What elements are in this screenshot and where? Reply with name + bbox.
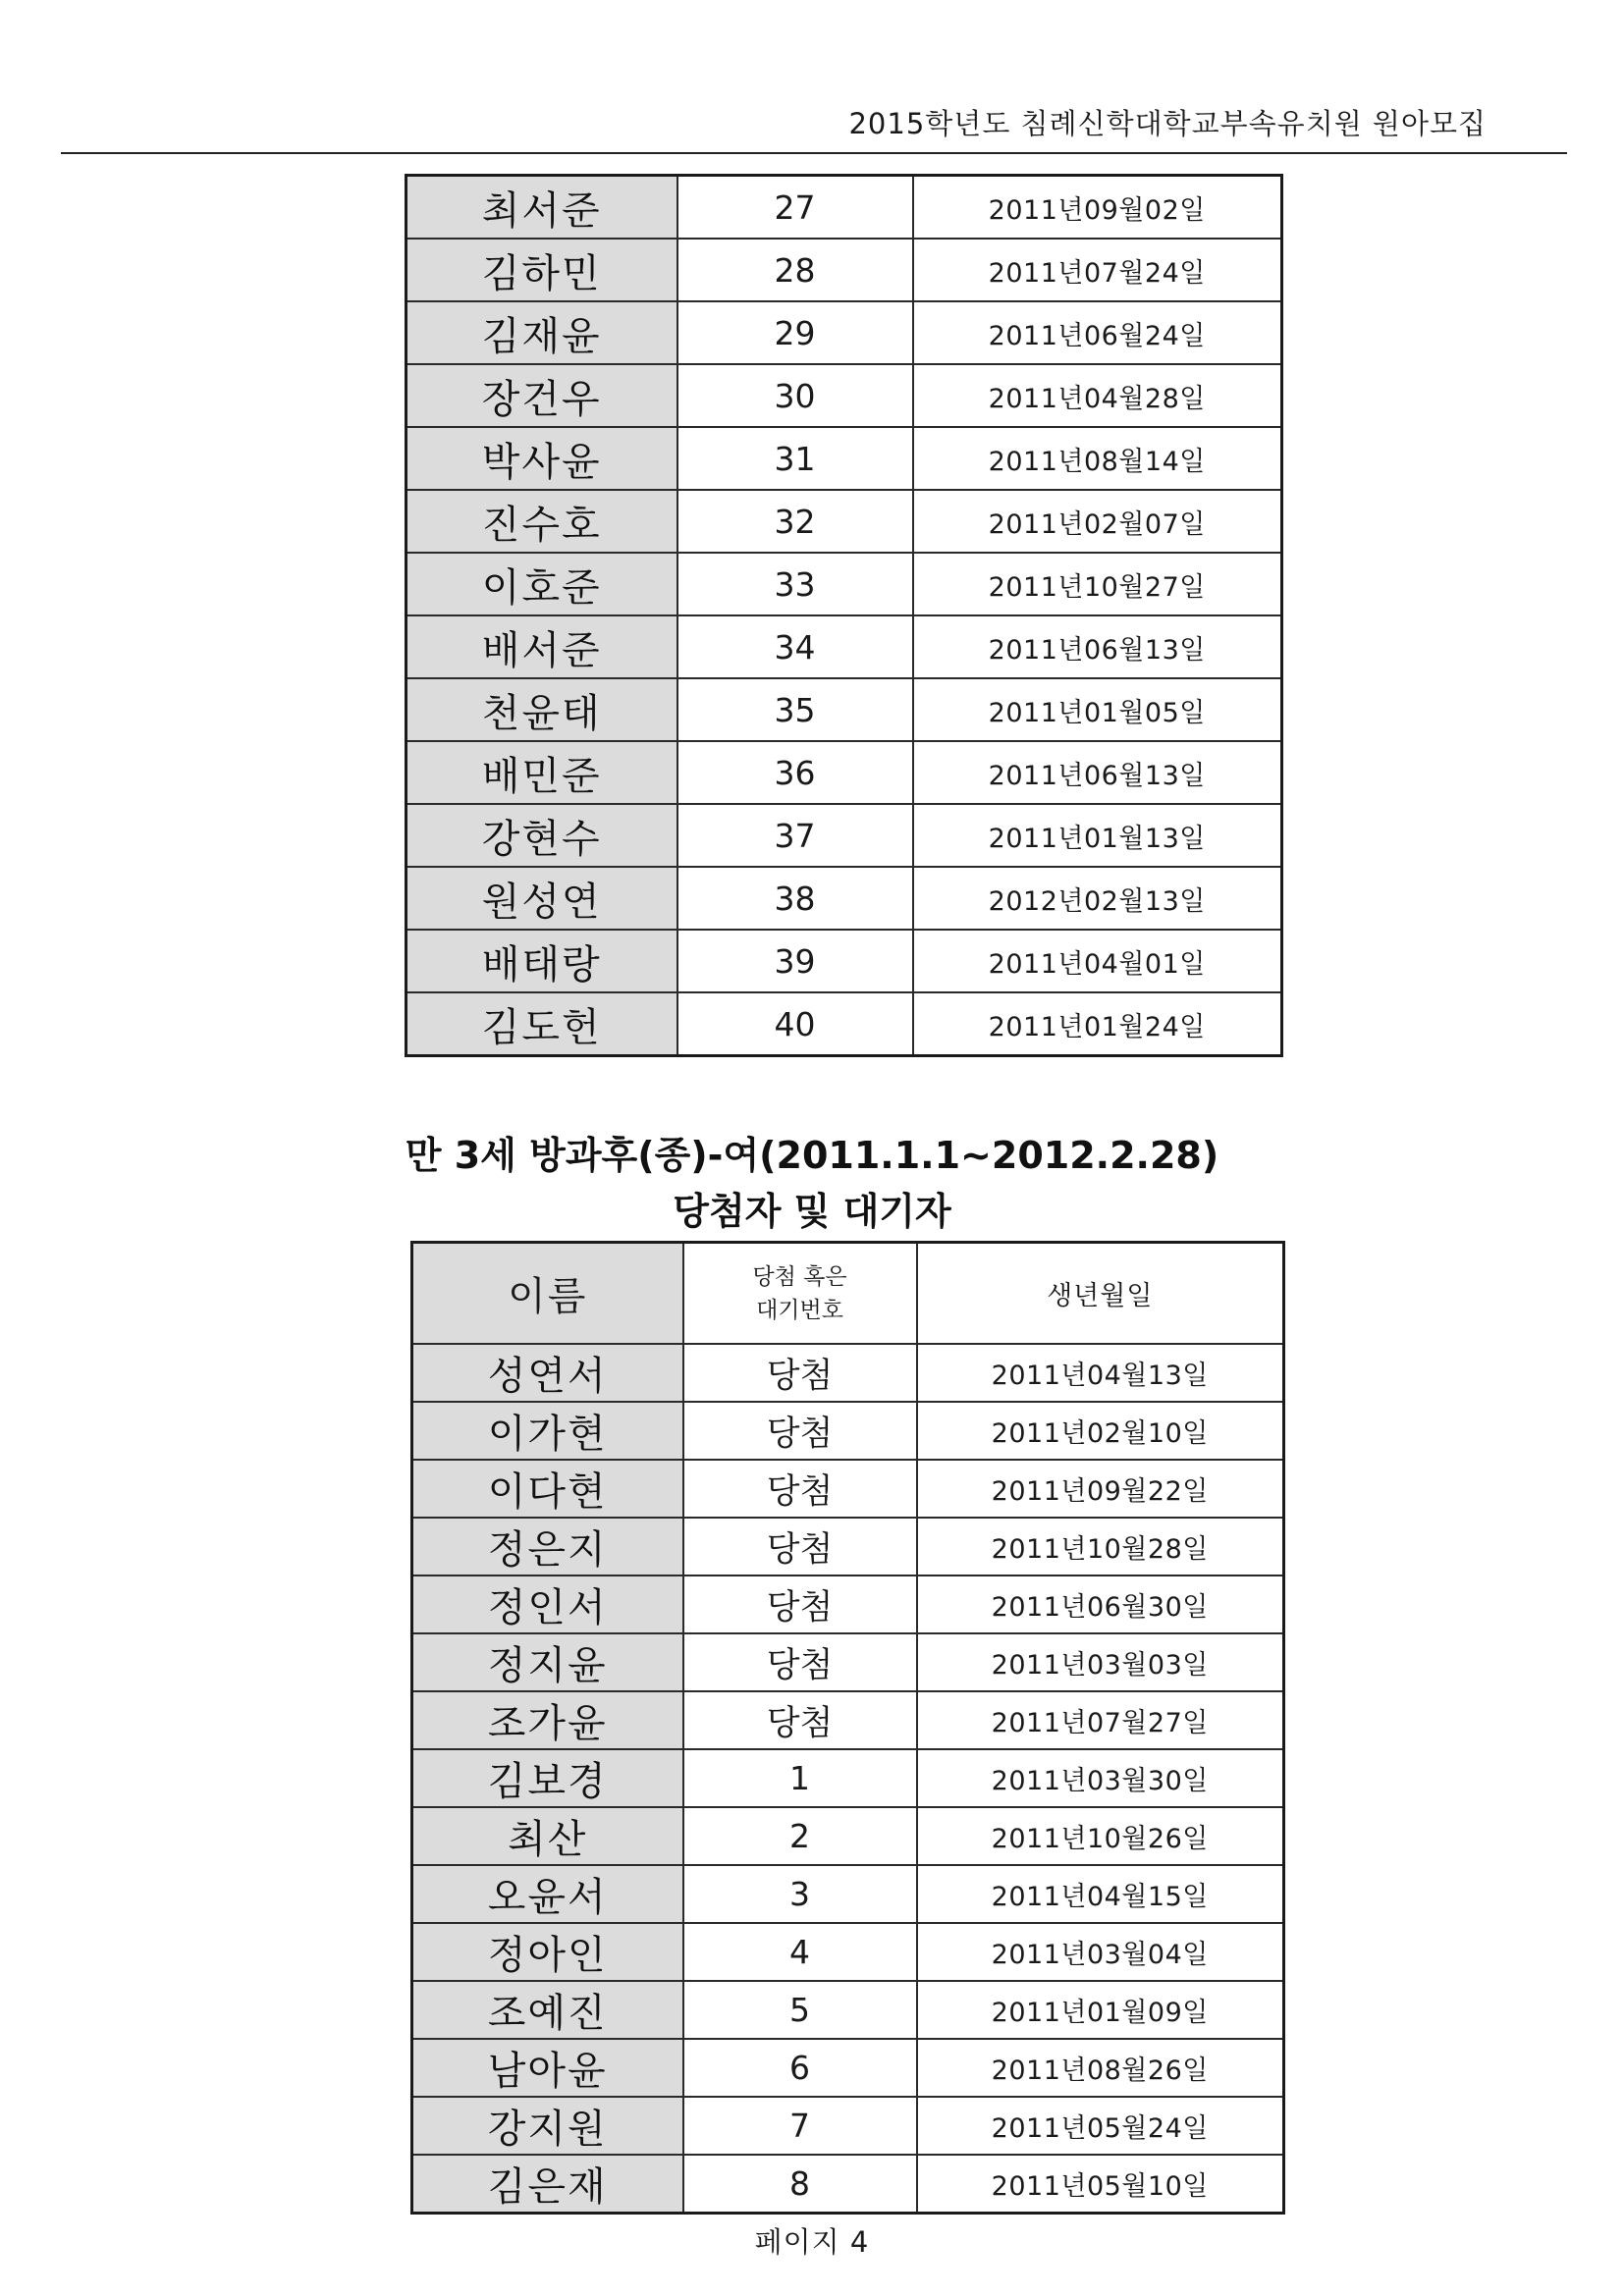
column-header-status-line-2: 대기번호 xyxy=(756,1297,843,1323)
table-row xyxy=(412,1865,1284,1923)
child-name: 김은재 xyxy=(412,2155,683,2214)
birth-date: 2011년01월24일 xyxy=(913,992,1282,1056)
waitlist-number: 1 xyxy=(683,1749,917,1807)
lottery-status: 당첨 xyxy=(683,1633,917,1691)
applicant-number: 30 xyxy=(677,364,913,427)
column-header-birth-date: 생년월일 xyxy=(917,1243,1284,1345)
applicant-number: 34 xyxy=(677,615,913,678)
waitlist-number: 6 xyxy=(683,2039,917,2097)
page-number: 페이지 4 xyxy=(754,2225,870,2259)
lottery-status: 당첨 xyxy=(683,1575,917,1633)
child-name: 남아윤 xyxy=(412,2039,683,2097)
child-name: 정지윤 xyxy=(412,1633,683,1691)
child-name: 김하민 xyxy=(406,239,677,301)
applicant-number: 31 xyxy=(677,427,913,490)
child-name: 정인서 xyxy=(412,1575,683,1633)
lottery-status: 당첨 xyxy=(683,1518,917,1575)
table-row xyxy=(406,301,1282,364)
child-name: 최산 xyxy=(412,1807,683,1865)
applicant-number: 28 xyxy=(677,239,913,301)
birth-date: 2011년02월07일 xyxy=(913,490,1282,553)
applicant-number: 33 xyxy=(677,553,913,615)
table-row xyxy=(412,1460,1284,1518)
table-row xyxy=(406,176,1282,240)
waitlist-number: 2 xyxy=(683,1807,917,1865)
birth-date: 2012년02월13일 xyxy=(913,867,1282,930)
birth-date: 2011년03월30일 xyxy=(917,1749,1284,1807)
applicant-number: 39 xyxy=(677,930,913,992)
table-row xyxy=(406,867,1282,930)
table-row xyxy=(412,1633,1284,1691)
table-row xyxy=(412,1749,1284,1807)
birth-date: 2011년06월13일 xyxy=(913,741,1282,804)
section-title: 만 3세 방과후(종)-여(2011.1.1~2012.2.28) xyxy=(405,1134,1219,1177)
table-row xyxy=(406,553,1282,615)
birth-date: 2011년07월24일 xyxy=(913,239,1282,301)
applicant-number: 35 xyxy=(677,678,913,741)
birth-date: 2011년05월24일 xyxy=(917,2097,1284,2155)
table-row xyxy=(406,615,1282,678)
child-name: 김도헌 xyxy=(406,992,677,1056)
birth-date: 2011년09월22일 xyxy=(917,1460,1284,1518)
child-name: 이다현 xyxy=(412,1460,683,1518)
table-row xyxy=(406,364,1282,427)
table-row xyxy=(412,1923,1284,1981)
table-row xyxy=(412,1344,1284,1402)
waitlist-number: 8 xyxy=(683,2155,917,2214)
child-name: 성연서 xyxy=(412,1344,683,1402)
applicant-number: 36 xyxy=(677,741,913,804)
child-name: 배서준 xyxy=(406,615,677,678)
birth-date: 2011년10월26일 xyxy=(917,1807,1284,1865)
waitlist-number: 7 xyxy=(683,2097,917,2155)
table-row xyxy=(406,239,1282,301)
child-name: 최서준 xyxy=(406,176,677,240)
section-subtitle: 당첨자 및 대기자 xyxy=(673,1190,951,1233)
birth-date: 2011년03월04일 xyxy=(917,1923,1284,1981)
birth-date: 2011년04월28일 xyxy=(913,364,1282,427)
birth-date: 2011년08월26일 xyxy=(917,2039,1284,2097)
birth-date: 2011년06월24일 xyxy=(913,301,1282,364)
column-header-status xyxy=(683,1243,917,1345)
birth-date: 2011년03월03일 xyxy=(917,1633,1284,1691)
table-row xyxy=(412,1575,1284,1633)
birth-date: 2011년09월02일 xyxy=(913,176,1282,240)
birth-date: 2011년05월10일 xyxy=(917,2155,1284,2214)
child-name: 박사윤 xyxy=(406,427,677,490)
column-header-status-line-1: 당첨 혹은 xyxy=(752,1263,847,1290)
birth-date: 2011년06월30일 xyxy=(917,1575,1284,1633)
birth-date: 2011년01월05일 xyxy=(913,678,1282,741)
birth-date: 2011년10월27일 xyxy=(913,553,1282,615)
child-name: 정아인 xyxy=(412,1923,683,1981)
birth-date: 2011년10월28일 xyxy=(917,1518,1284,1575)
table-row xyxy=(412,2039,1284,2097)
table-row xyxy=(406,804,1282,867)
child-name: 김보경 xyxy=(412,1749,683,1807)
waitlist-number: 3 xyxy=(683,1865,917,1923)
table-row xyxy=(412,1518,1284,1575)
applicant-number: 27 xyxy=(677,176,913,240)
child-name: 김재윤 xyxy=(406,301,677,364)
document-header: 2015학년도 침례신학대학교부속유치원 원아모집 xyxy=(848,107,1487,140)
applicant-number: 32 xyxy=(677,490,913,553)
child-name: 오윤서 xyxy=(412,1865,683,1923)
lottery-result-table xyxy=(410,1241,1285,2215)
applicant-number: 40 xyxy=(677,992,913,1056)
header-divider xyxy=(61,152,1567,154)
child-name: 이호준 xyxy=(406,553,677,615)
child-name: 배태랑 xyxy=(406,930,677,992)
lottery-status: 당첨 xyxy=(683,1402,917,1460)
child-name: 조예진 xyxy=(412,1981,683,2039)
table-row xyxy=(406,490,1282,553)
birth-date: 2011년02월10일 xyxy=(917,1402,1284,1460)
child-name: 원성연 xyxy=(406,867,677,930)
column-header-name: 이름 xyxy=(412,1243,683,1345)
table-row xyxy=(412,2097,1284,2155)
birth-date: 2011년06월13일 xyxy=(913,615,1282,678)
child-name: 강지원 xyxy=(412,2097,683,2155)
birth-date: 2011년08월14일 xyxy=(913,427,1282,490)
table-row xyxy=(412,1981,1284,2039)
applicant-number: 37 xyxy=(677,804,913,867)
table-row xyxy=(406,741,1282,804)
birth-date: 2011년07월27일 xyxy=(917,1691,1284,1749)
lottery-status: 당첨 xyxy=(683,1460,917,1518)
table-row xyxy=(406,930,1282,992)
child-name: 정은지 xyxy=(412,1518,683,1575)
child-name: 이가현 xyxy=(412,1402,683,1460)
table-row xyxy=(412,2155,1284,2214)
applicant-number: 29 xyxy=(677,301,913,364)
lottery-status: 당첨 xyxy=(683,1691,917,1749)
birth-date: 2011년01월13일 xyxy=(913,804,1282,867)
birth-date: 2011년04월15일 xyxy=(917,1865,1284,1923)
table-row xyxy=(412,1402,1284,1460)
child-name: 천윤태 xyxy=(406,678,677,741)
table-row xyxy=(406,992,1282,1056)
child-name: 강현수 xyxy=(406,804,677,867)
waitlist-number: 5 xyxy=(683,1981,917,2039)
table-row xyxy=(412,1807,1284,1865)
child-name: 진수호 xyxy=(406,490,677,553)
table-row xyxy=(406,427,1282,490)
table-header-row xyxy=(412,1243,1284,1345)
birth-date: 2011년04월13일 xyxy=(917,1344,1284,1402)
table-row xyxy=(406,678,1282,741)
roster-table-continued xyxy=(405,174,1283,1057)
birth-date: 2011년01월09일 xyxy=(917,1981,1284,2039)
child-name: 조가윤 xyxy=(412,1691,683,1749)
child-name: 배민준 xyxy=(406,741,677,804)
child-name: 장건우 xyxy=(406,364,677,427)
birth-date: 2011년04월01일 xyxy=(913,930,1282,992)
lottery-status: 당첨 xyxy=(683,1344,917,1402)
waitlist-number: 4 xyxy=(683,1923,917,1981)
table-row xyxy=(412,1691,1284,1749)
applicant-number: 38 xyxy=(677,867,913,930)
